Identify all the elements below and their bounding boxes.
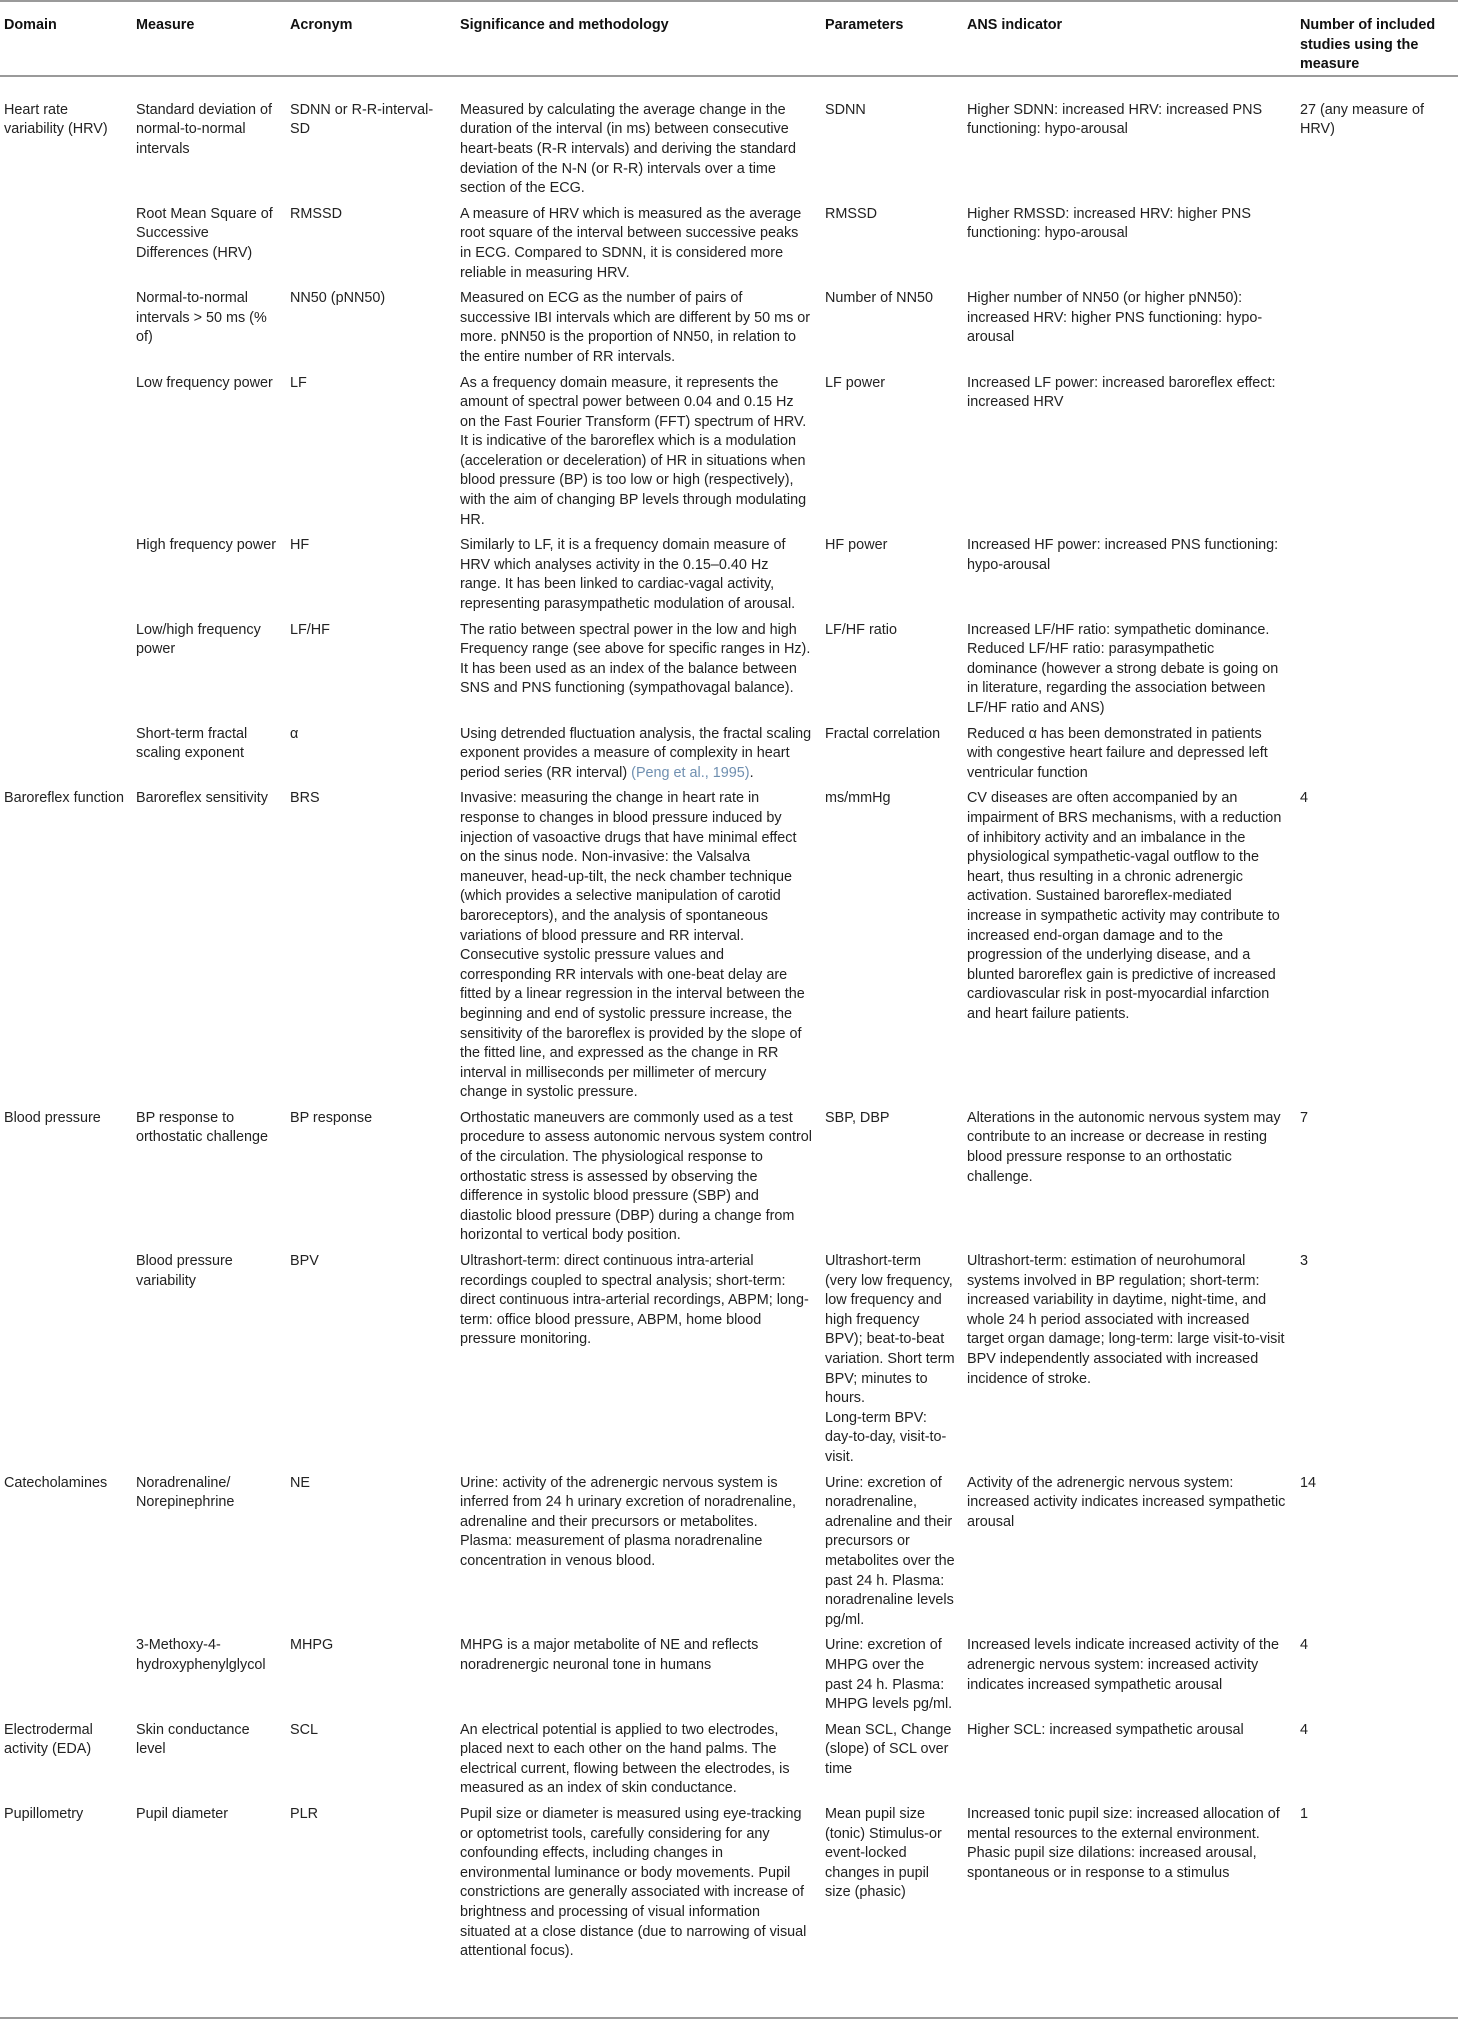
cell-studies xyxy=(1296,533,1458,617)
cell-measure: 3-Methoxy-4-hydroxyphenylglycol xyxy=(136,1637,266,1673)
cell-acronym: SCL xyxy=(290,1721,318,1738)
cell-studies: 4 xyxy=(1300,790,1309,807)
table-row xyxy=(0,618,1458,722)
cell-studies: 3 xyxy=(1300,1253,1309,1270)
cell-acronym: LF xyxy=(290,374,307,391)
cell-ans-indicator: Increased tonic pupil size: increased allocation of mental resources to the external environment. Phasic pupil size dilations: increased arousal, spontaneous or in response to a stimulus xyxy=(967,1806,1280,1881)
header-studies: Number of included studies using the measure xyxy=(1296,1,1458,76)
cell-ans-indicator: Higher RMSSD: increased HRV: higher PNS functioning: hypo-arousal xyxy=(967,205,1251,242)
header-domain: Domain xyxy=(0,1,132,76)
cell-significance: Similarly to LF, it is a frequency domain measure of HRV which analyses activity in the 0.15–0.40 Hz range. It has been linked to cardiac-vagal activity, representing parasympathetic modulation of arousal. xyxy=(460,537,796,613)
cell-ans-indicator: Alterations in the autonomic nervous system may contribute to an increase or decrease in resting blood pressure response to an orthostatic challenge. xyxy=(967,1109,1281,1185)
cell-parameters: Fractal correlation xyxy=(825,725,941,742)
cell-domain xyxy=(0,533,132,617)
cell-significance xyxy=(456,722,821,787)
cell-parameters: Urine: excretion of MHPG over the past 24 h. Plasma: MHPG levels pg/ml. xyxy=(825,1637,953,1713)
cell-ans-indicator: Increased LF/HF ratio: sympathetic dominance. Reduced LF/HF ratio: parasympathetic dominance (however a strong debate is going on in literature, regarding the association between LF/HF ratio and ANS) xyxy=(967,621,1279,716)
header-acronym: Acronym xyxy=(286,1,456,76)
table-row xyxy=(0,202,1458,286)
significance-tail: . xyxy=(749,764,754,781)
cell-measure: Blood pressure variability xyxy=(136,1253,233,1289)
cell-measure: Baroreflex sensitivity xyxy=(136,790,268,807)
cell-ans-indicator: Higher SCL: increased sympathetic arousal xyxy=(967,1721,1244,1738)
cell-significance: Orthostatic maneuvers are commonly used as a test procedure to assess autonomic nervous system control of the circulation. The physiological response to orthostatic stress is assessed by observing the difference in systolic blood pressure (SBP) and diastolic blood pressure (DBP) during a change from horizontal to vertical body position. xyxy=(460,1109,812,1244)
cell-measure: Low/high frequency power xyxy=(136,621,261,658)
cell-domain xyxy=(0,618,132,722)
cell-ans-indicator: Ultrashort-term: estimation of neurohumoral systems involved in BP regulation; short-term: increased variability in daytime, night-time, and whole 24 h period associated with increased target organ damage; long-term: large visit-to-visit BPV independently associated with increased incidence of stroke. xyxy=(967,1253,1285,1387)
cell-domain xyxy=(0,202,132,286)
cell-significance: MHPG is a major metabolite of NE and reflects noradrenergic neuronal tone in humans xyxy=(460,1637,759,1673)
cell-acronym: SDNN or R-R-interval-SD xyxy=(290,101,434,138)
cell-studies xyxy=(1296,371,1458,534)
cell-ans-indicator: Higher number of NN50 (or higher pNN50): increased HRV: higher PNS functioning: hypo-arousal xyxy=(967,290,1263,346)
table-header xyxy=(0,1,1458,76)
cell-parameters: ms/mmHg xyxy=(825,790,891,807)
cell-domain: Heart rate variability (HRV) xyxy=(4,101,108,138)
cell-studies xyxy=(1296,618,1458,722)
cell-studies xyxy=(1296,286,1458,370)
cell-domain: Pupillometry xyxy=(4,1806,84,1823)
cell-parameters: Urine: excretion of noradrenaline, adrenaline and their precursors or metabolites over the past 24 h. Plasma: noradrenaline levels pg/ml. xyxy=(825,1474,955,1628)
cell-ans-indicator: Higher SDNN: increased HRV: increased PNS functioning: hypo-arousal xyxy=(967,101,1263,138)
cell-acronym: BPV xyxy=(290,1253,319,1270)
cell-parameters: LF/HF ratio xyxy=(825,621,897,638)
cell-parameters: HF power xyxy=(825,537,888,554)
cell-domain xyxy=(0,1249,132,1471)
cell-acronym: MHPG xyxy=(290,1637,334,1654)
cell-measure: Standard deviation of normal-to-normal intervals xyxy=(136,101,273,157)
table-row xyxy=(0,371,1458,534)
table-row xyxy=(0,786,1458,1106)
cell-studies: 27 (any measure of HRV) xyxy=(1300,101,1424,138)
header-measure: Measure xyxy=(132,1,286,76)
cell-significance: Measured by calculating the average change in the duration of the interval (in ms) between consecutive heart-beats (R-R intervals) and deriving the standard deviation of the N-N (or R-R) intervals over a time section of the ECG. xyxy=(460,101,796,197)
cell-domain xyxy=(0,371,132,534)
header-significance: Significance and methodology xyxy=(456,1,821,76)
cell-studies: 7 xyxy=(1300,1109,1309,1126)
cell-acronym: HF xyxy=(290,537,310,554)
bottom-rule xyxy=(0,2017,1458,2019)
cell-parameters: LF power xyxy=(825,374,885,391)
cell-studies: 1 xyxy=(1300,1806,1309,1823)
table-row xyxy=(0,1802,1458,1968)
cell-measure: BP response to orthostatic challenge xyxy=(136,1109,268,1146)
cell-acronym: BRS xyxy=(290,790,320,807)
table-row xyxy=(0,1718,1458,1802)
cell-studies: 4 xyxy=(1300,1721,1309,1738)
cell-parameters: Ultrashort-term (very low frequency, low frequency and high frequency BPV); beat-to-beat variation. Short term BPV; minutes to hours. Long-term BPV: day-to-day, visit-to-visit. xyxy=(825,1253,955,1465)
table-row xyxy=(0,533,1458,617)
cell-measure: High frequency power xyxy=(136,537,276,554)
table-row xyxy=(0,76,1458,202)
table-row xyxy=(0,1471,1458,1634)
cell-domain: Electrodermal activity (EDA) xyxy=(4,1721,93,1758)
cell-acronym: RMSSD xyxy=(290,205,342,222)
cell-domain xyxy=(0,722,132,787)
header-row xyxy=(0,1,1458,76)
cell-studies xyxy=(1296,722,1458,787)
cell-measure: Noradrenaline/ Norepinephrine xyxy=(136,1474,235,1511)
cell-measure: Short-term fractal scaling exponent xyxy=(136,725,248,762)
significance-text: Using detrended fluctuation analysis, the fractal scaling exponent provides a measure of complexity in heart period series (RR interval) xyxy=(460,725,812,781)
cell-acronym: PLR xyxy=(290,1806,318,1823)
table-row xyxy=(0,722,1458,787)
table-row xyxy=(0,1633,1458,1717)
cell-measure: Skin conductance level xyxy=(136,1721,250,1758)
cell-ans-indicator: Activity of the adrenergic nervous system: increased activity indicates increased sympathetic arousal xyxy=(967,1474,1286,1530)
table-row xyxy=(0,1249,1458,1471)
cell-parameters: Mean SCL, Change (slope) of SCL over time xyxy=(825,1721,952,1777)
cell-significance: Pupil size or diameter is measured using eye-tracking or optometrist tools, carefully considering for any confounding effects, including changes in environmental luminance or body movements. Pupil constrictions are generally associated with increase of brightness and processing of visual information situated at a close distance (due to narrowing of visual attentional focus). xyxy=(460,1806,807,1960)
cell-significance: Urine: activity of the adrenergic nervous system is inferred from 24 h urinary excretion of noradrenaline, adrenaline and their precursors or metabolites. Plasma: measurement of plasma noradrenaline concentration in venous blood. xyxy=(460,1474,796,1569)
cell-ans-indicator: Increased LF power: increased baroreflex effect: increased HRV xyxy=(967,374,1276,411)
cell-acronym: α xyxy=(290,725,299,742)
cell-acronym: NN50 (pNN50) xyxy=(290,290,386,307)
cell-ans-indicator: CV diseases are often accompanied by an impairment of BRS mechanisms, with a reduction of inhibitory activity and an imbalance in the physiological sympathetic-vagal outflow to the heart, thus resulting in a chronic adrenergic activation. Sustained baroreflex-mediated increase in sympathetic activity may contribute to increased end-organ damage and to the progression of the underlying disease, and a blunted baroreflex gain is predictive of increased cardiovascular risk in post-myocardial infarction and heart failure patients. xyxy=(967,790,1282,1022)
cell-acronym: BP response xyxy=(290,1109,373,1126)
cell-studies: 14 xyxy=(1300,1474,1317,1491)
cell-domain: Baroreflex function xyxy=(4,790,124,807)
cell-significance: A measure of HRV which is measured as the average root square of the interval between successive peaks in ECG. Compared to SDNN, it is considered more reliable in measuring HRV. xyxy=(460,205,802,281)
cell-parameters: SDNN xyxy=(825,101,866,118)
cell-measure: Normal-to-normal intervals > 50 ms (% of) xyxy=(136,290,267,346)
cell-domain: Catecholamines xyxy=(4,1474,108,1491)
cell-ans-indicator: Increased levels indicate increased activity of the adrenergic nervous system: increased activity indicates increased sympathetic arousal xyxy=(967,1637,1279,1693)
cell-significance: As a frequency domain measure, it represents the amount of spectral power between 0.04 and 0.15 Hz on the Fast Fourier Transform (FFT) spectrum of HRV. It is indicative of the baroreflex which is a modulation (acceleration or deceleration) of HR in situations when blood pressure (BP) is too low or high (respectively), with the aim of changing BP levels through modulating HR. xyxy=(460,374,807,528)
cell-parameters: Number of NN50 xyxy=(825,290,933,307)
cell-measure: Low frequency power xyxy=(136,374,273,391)
cell-significance: Ultrashort-term: direct continuous intra-arterial recordings coupled to spectral analysis; short-term: direct continuous intra-arterial recordings, ABPM; long-term: office blood pressure, ABPM, home blood pressure monitoring. xyxy=(460,1253,809,1348)
cell-acronym: LF/HF xyxy=(290,621,330,638)
cell-domain xyxy=(0,1633,132,1717)
table-body xyxy=(0,76,1458,1968)
cell-domain xyxy=(0,286,132,370)
header-parameters: Parameters xyxy=(821,1,963,76)
cell-significance: Measured on ECG as the number of pairs of successive IBI intervals which are different by 50 ms or more. pNN50 is the proportion of NN50, in relation to the entire number of RR intervals. xyxy=(460,290,811,365)
citation-link[interactable]: (Peng et al., 1995) xyxy=(631,764,750,781)
cell-significance: An electrical potential is applied to two electrodes, placed next to each other on the hand palms. The electrical current, flowing between the electrodes, is measured as an index of skin conductance. xyxy=(460,1721,790,1797)
cell-ans-indicator: Reduced α has been demonstrated in patients with congestive heart failure and depressed left ventricular function xyxy=(967,725,1268,781)
cell-studies: 4 xyxy=(1300,1637,1309,1654)
cell-ans-indicator: Increased HF power: increased PNS functioning: hypo-arousal xyxy=(967,537,1279,573)
table-row xyxy=(0,286,1458,370)
cell-parameters: Mean pupil size (tonic) Stimulus-or event-locked changes in pupil size (phasic) xyxy=(825,1806,942,1901)
cell-parameters: SBP, DBP xyxy=(825,1109,890,1126)
cell-domain: Blood pressure xyxy=(4,1109,101,1126)
cell-measure: Root Mean Square of Successive Differences (HRV) xyxy=(136,205,273,261)
header-ans-indicator: ANS indicator xyxy=(963,1,1296,76)
table-row xyxy=(0,1106,1458,1249)
cell-parameters: RMSSD xyxy=(825,205,877,222)
cell-measure: Pupil diameter xyxy=(136,1806,228,1823)
cell-significance: The ratio between spectral power in the low and high Frequency range (see above for specific ranges in Hz). It has been used as an index of the balance between SNS and PNS functioning (sympathovagal balance). xyxy=(460,621,811,697)
cell-acronym: NE xyxy=(290,1474,310,1491)
cell-studies xyxy=(1296,202,1458,286)
cell-significance: Invasive: measuring the change in heart rate in response to changes in blood pressure induced by injection of vasoactive drugs that have minimal effect on the sinus node. Non-invasive: the Valsalva maneuver, head-up-tilt, the neck chamber technique (which provides a selective manipulation of carotid baroreceptors), and the analysis of spontaneous variations of blood pressure and RR interval. Consecutive systolic pressure values and corresponding RR intervals with one-beat delay are fitted by a linear regression in the interval between the beginning and end of systolic pressure increase, the sensitivity of the baroreflex is provided by the slope of the fitted line, and expressed as the change in RR interval in milliseconds per millimeter of mercury change in systolic pressure. xyxy=(460,790,805,1101)
